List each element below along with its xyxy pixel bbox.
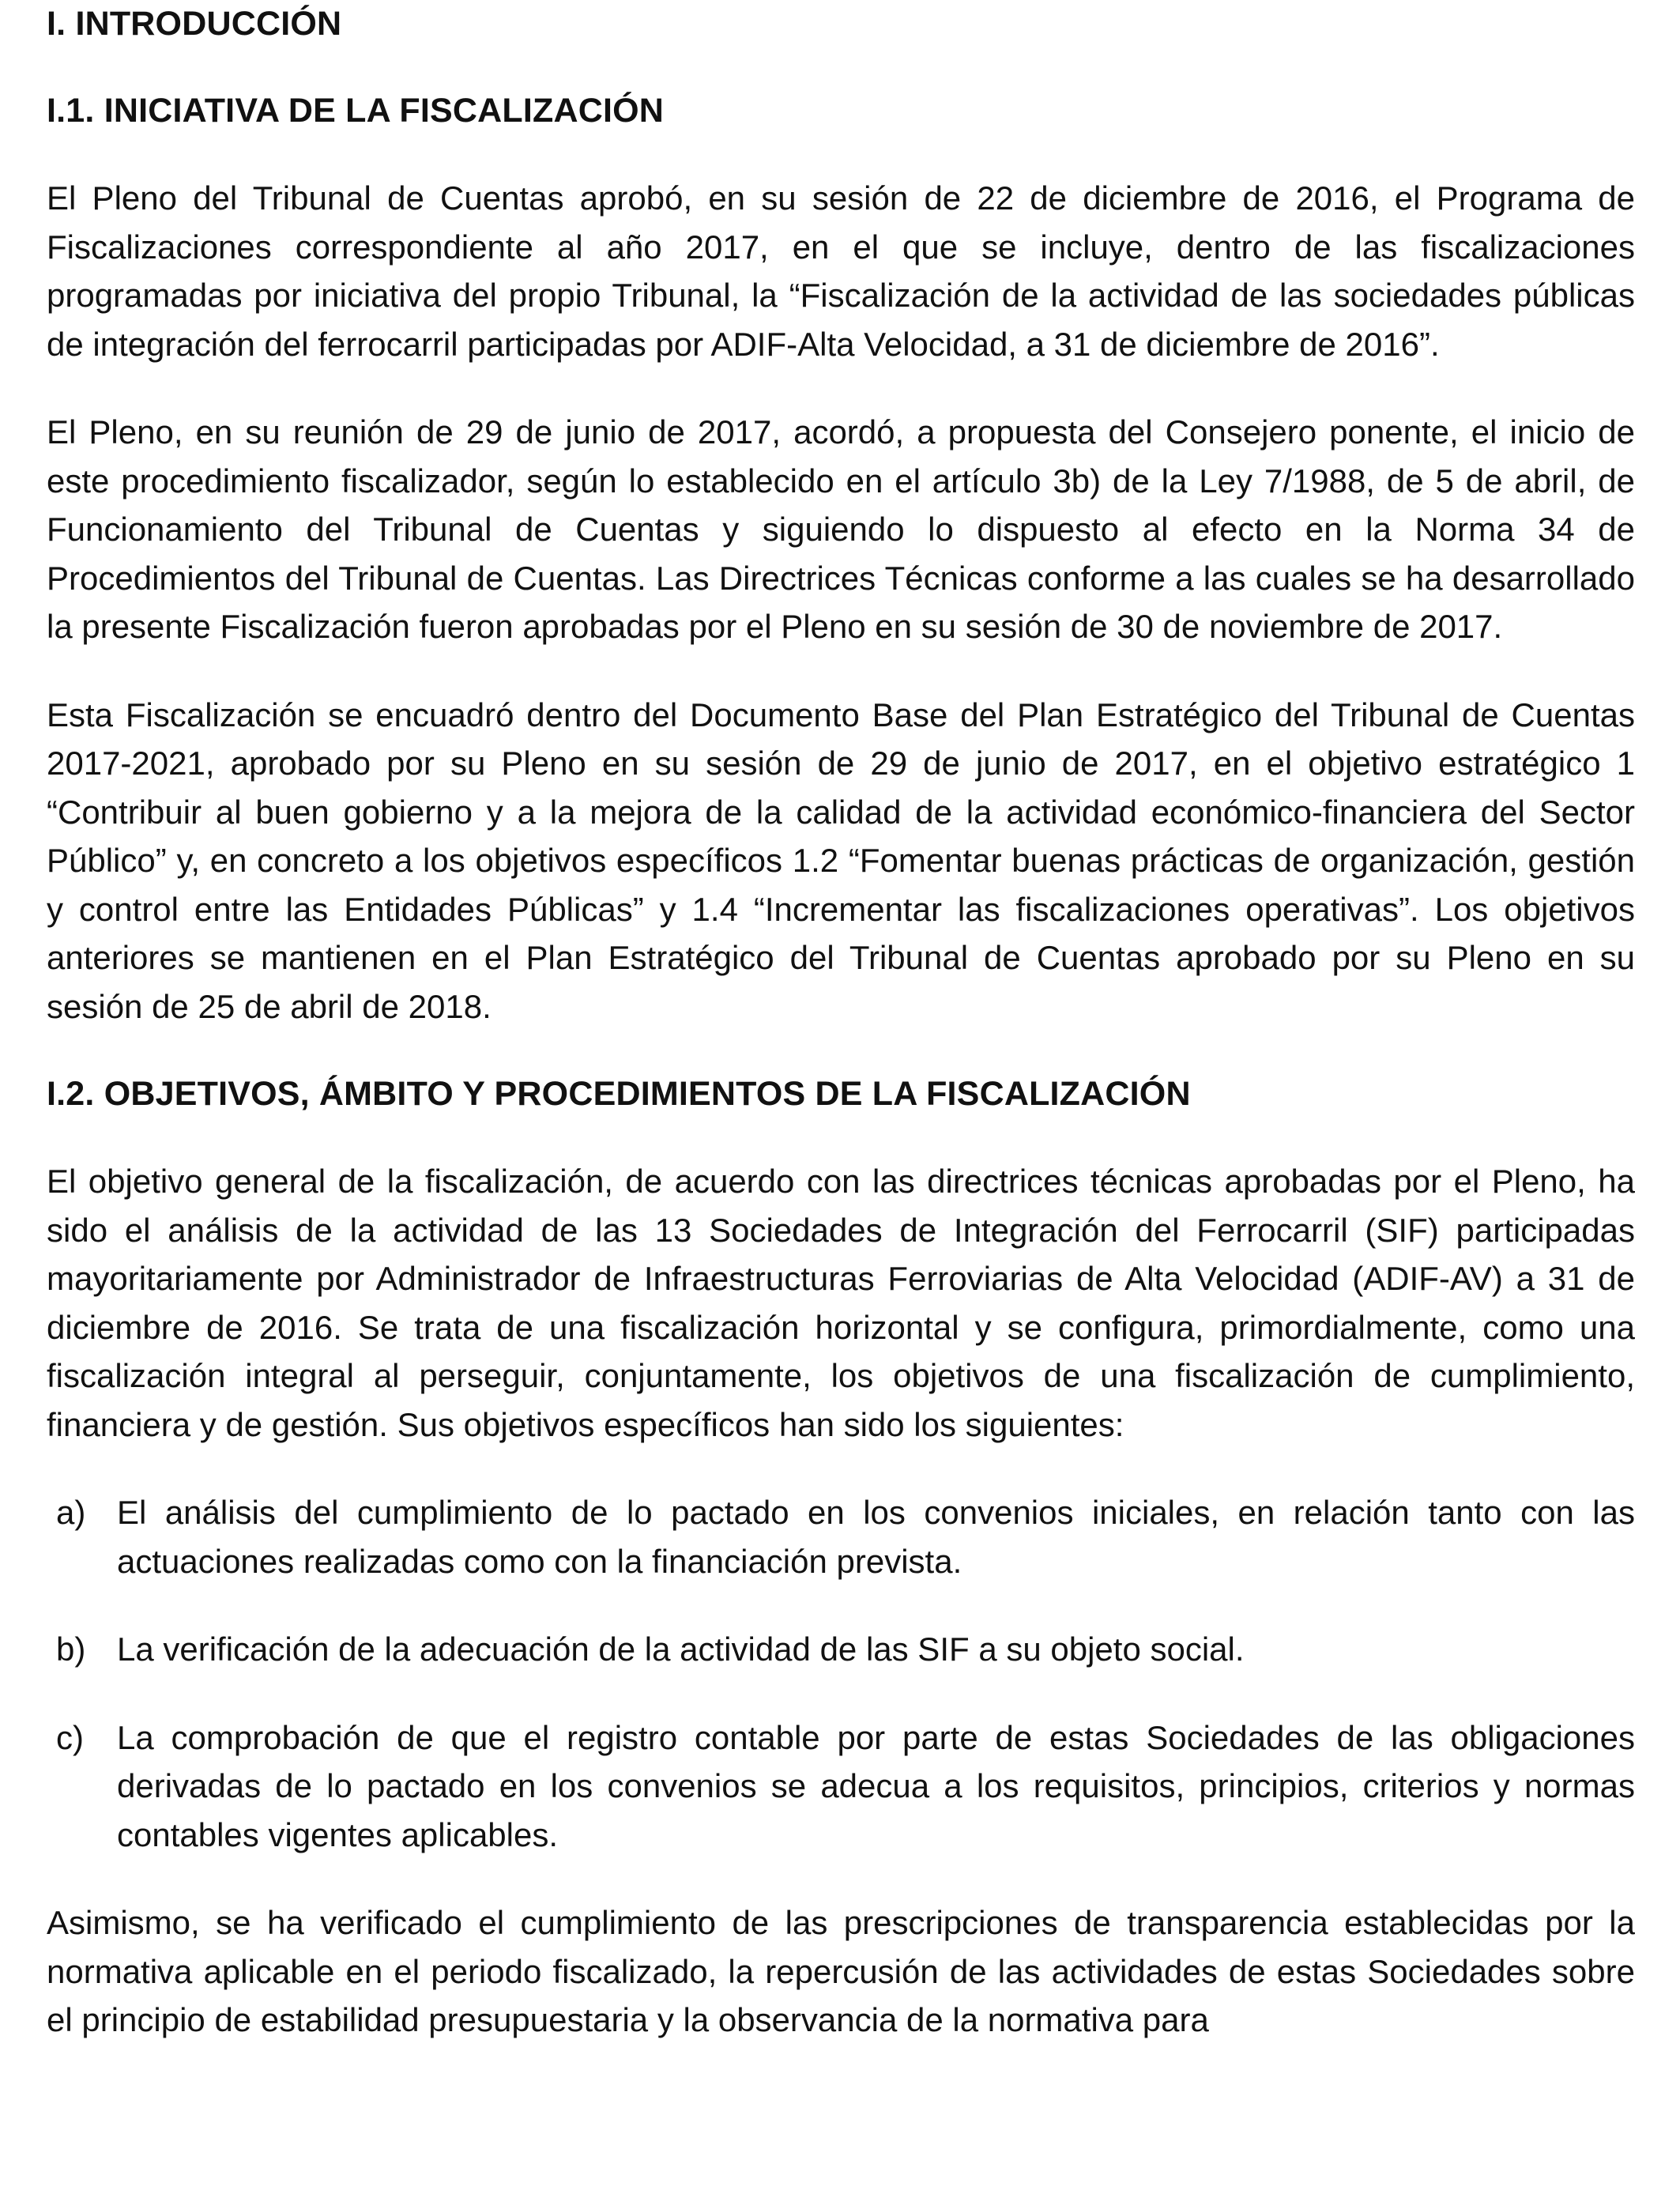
list-marker: a) [56,1494,86,1531]
list-item [47,1488,1635,1585]
section-heading-1-2: I.2. OBJETIVOS, ÁMBITO Y PROCEDIMIENTOS DE LA FISCALIZACIÓN [47,1075,1191,1113]
document-page [47,0,1635,2045]
paragraph: Asimismo, se ha verificado el cumplimiento de las prescripciones de transparencia establecidas por la normativa aplicable en el periodo fiscalizado, la repercusión de las actividades de estas Sociedades sobre el principio de estabilidad presupuestaria y la observancia de la normativa para [47,1904,1635,2038]
paragraph: El objetivo general de la fiscalización, de acuerdo con las directrices técnicas aprobadas por el Pleno, ha sido el análisis de la actividad de las 13 Sociedades de Integración del Ferrocarril (SIF) participadas mayoritariamente por Administrador de Infraestructuras Ferroviarias de Alta Velocidad (ADIF-AV) a 31 de diciembre de 2016. Se trata de una fiscalización horizontal y se configura, primordialmente, como una fiscalización integral al perseguir, conjuntamente, los objetivos de una fiscalización de cumplimiento, financiera y de gestión. Sus objetivos específicos han sido los siguientes: [47,1163,1635,1443]
list-item-text: La verificación de la adecuación de la actividad de las SIF a su objeto social. [117,1630,1245,1668]
list-item-text: La comprobación de que el registro contable por parte de estas Sociedades de las obligaciones derivadas de lo pactado en los convenios se adecua a los requisitos, principios, criterios y normas contables vigentes aplicables. [117,1718,1635,1853]
paragraph: El Pleno, en su reunión de 29 de junio de 2017, acordó, a propuesta del Consejero ponente, el inicio de este procedimiento fiscalizador, según lo establecido en el artículo 3b) de la Ley 7/1988, de 5 de abril, de Funcionamiento del Tribunal de Cuentas y siguiendo lo dispuesto al efecto en la Norma 34 de Procedimientos del Tribunal de Cuentas. Las Directrices Técnicas conforme a las cuales se ha desarrollado la presente Fiscalización fueron aprobadas por el Pleno en su sesión de 30 de noviembre de 2017. [47,413,1635,645]
list-marker: c) [56,1718,84,1756]
list-item [47,1625,1635,1674]
list-marker: b) [56,1630,86,1668]
chapter-heading: I. INTRODUCCIÓN [47,5,342,43]
objectives-list [47,1488,1635,1859]
paragraph: Esta Fiscalización se encuadró dentro del Documento Base del Plan Estratégico del Tribunal de Cuentas 2017-2021, aprobado por su Pleno en su sesión de 29 de junio de 2017, en el objetivo estratégico 1 “Contribuir al buen gobierno y a la mejora de la calidad de la actividad económico-financiera del Sector Público” y, en concreto a los objetivos específicos 1.2 “Fomentar buenas prácticas de organización, gestión y control entre las Entidades Públicas” y 1.4 “Incrementar las fiscalizaciones operativas”. Los objetivos anteriores se mantienen en el Plan Estratégico del Tribunal de Cuentas aprobado por su Pleno en su sesión de 25 de abril de 2018. [47,696,1635,1025]
section-heading-1-1: I.1. INICIATIVA DE LA FISCALIZACIÓN [47,92,664,130]
list-item-text: El análisis del cumplimiento de lo pactado en los convenios iniciales, en relación tanto con las actuaciones realizadas como con la financiación prevista. [117,1494,1635,1580]
list-item [47,1713,1635,1860]
paragraph: El Pleno del Tribunal de Cuentas aprobó, en su sesión de 22 de diciembre de 2016, el Programa de Fiscalizaciones correspondiente al año 2017, en el que se incluye, dentro de las fiscalizaciones programadas por iniciativa del propio Tribunal, la “Fiscalización de la actividad de las sociedades públicas de integración del ferrocarril participadas por ADIF-Alta Velocidad, a 31 de diciembre de 2016”. [47,179,1635,363]
